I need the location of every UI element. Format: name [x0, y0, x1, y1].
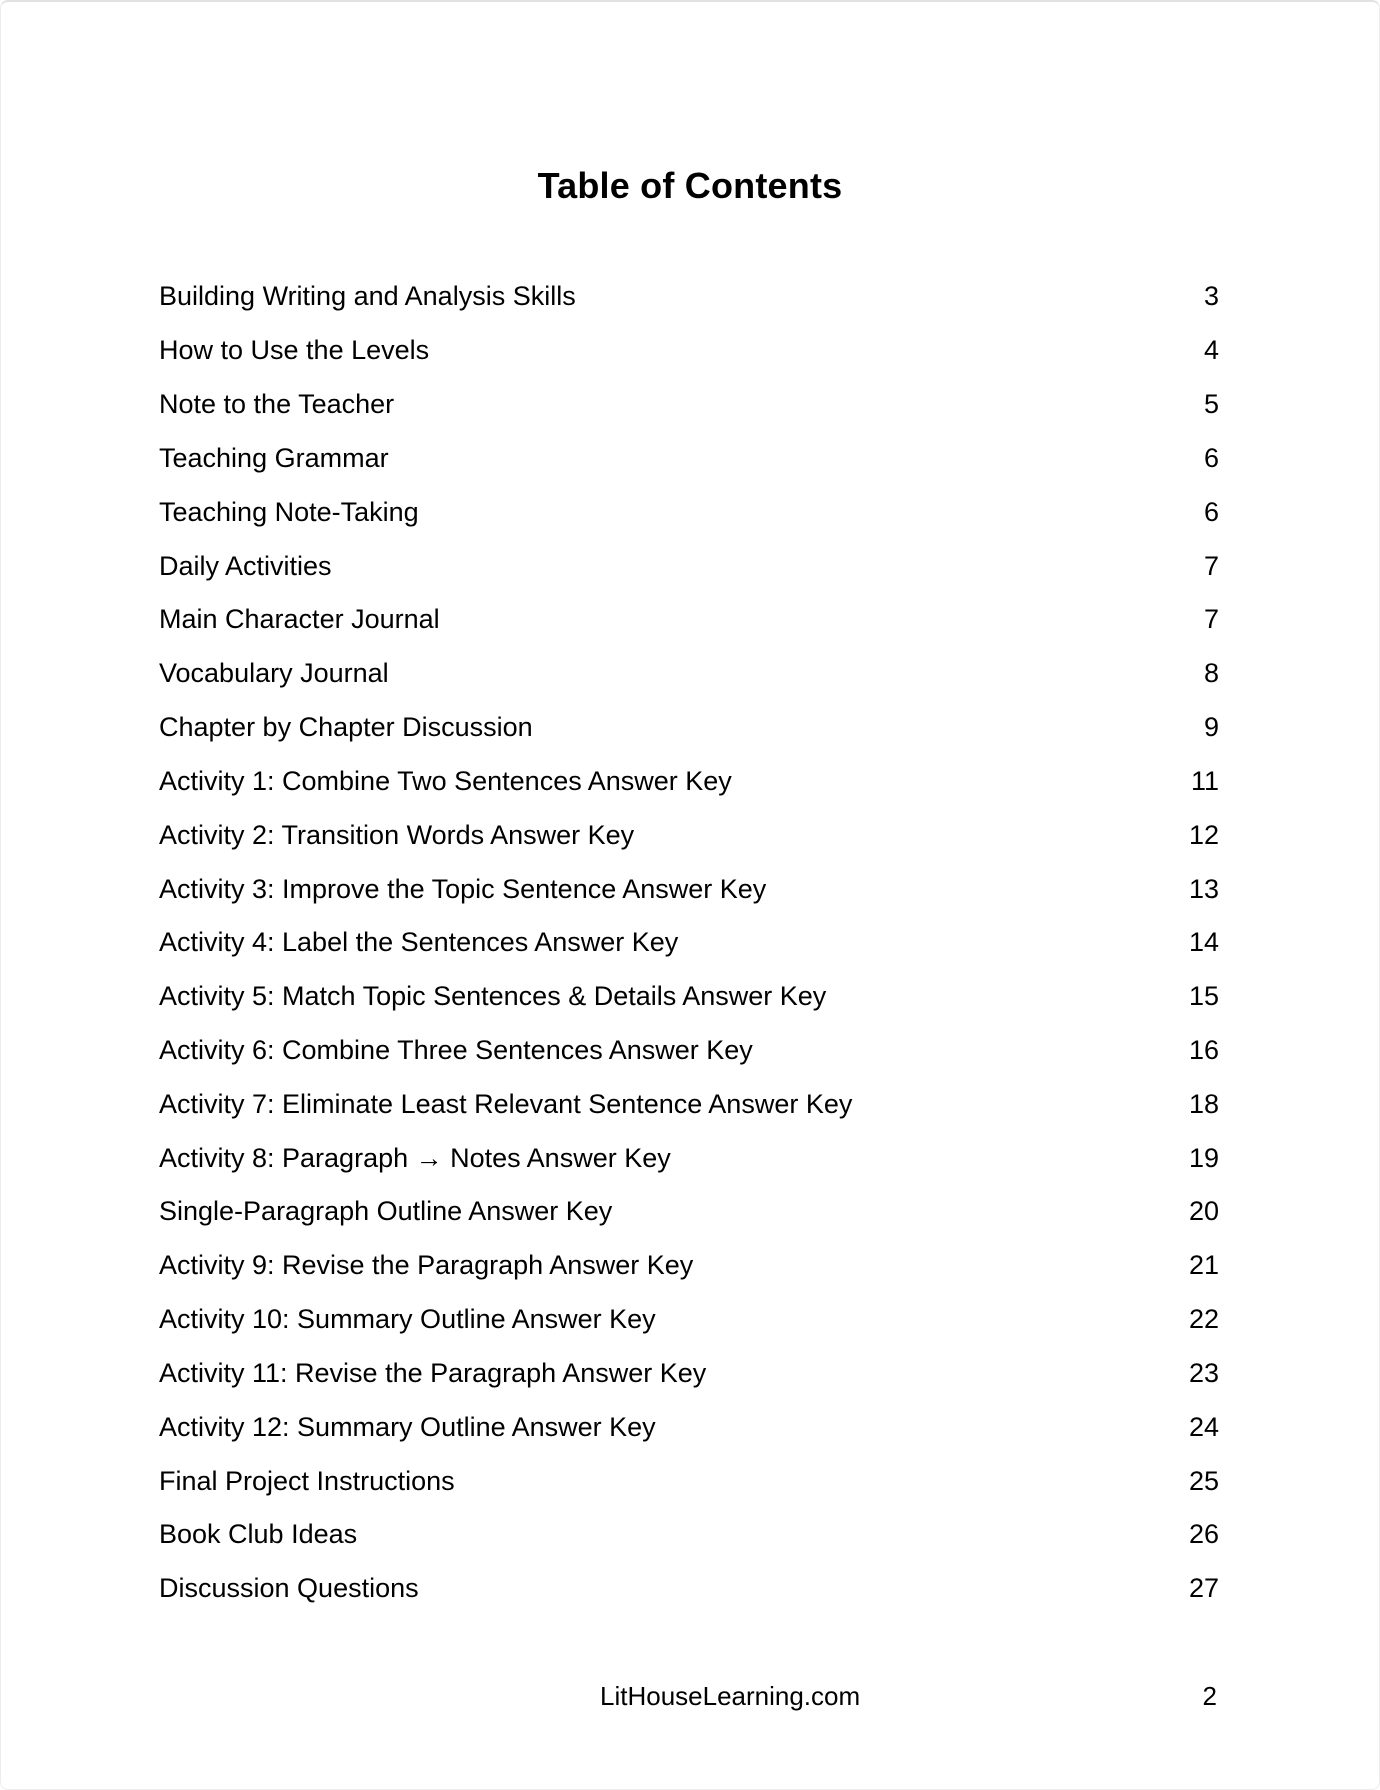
- toc-entry-row: [159, 701, 1219, 755]
- toc-entry-page-number: 27: [1188, 1573, 1219, 1604]
- toc-entry-page-number: 19: [1188, 1142, 1219, 1173]
- toc-entry-page-number: 8: [1203, 658, 1219, 689]
- toc-entry-page-number: 23: [1188, 1357, 1219, 1388]
- toc-entry-page-number: 21: [1188, 1250, 1219, 1281]
- toc-entry-label: Activity 7: Eliminate Least Relevant Sentence Answer Key: [159, 1088, 853, 1119]
- toc-entry-row: [159, 754, 1219, 808]
- toc-entry-label: Daily Activities: [159, 550, 332, 581]
- toc-entry-label: Activity 10: Summary Outline Answer Key: [159, 1304, 656, 1335]
- toc-entry-row: [159, 485, 1219, 539]
- toc-entry-label: Activity 12: Summary Outline Answer Key: [159, 1411, 656, 1442]
- toc-entry-row: [159, 1077, 1219, 1131]
- toc-entry-row: [159, 324, 1219, 378]
- toc-entry-label: Activity 2: Transition Words Answer Key: [159, 819, 635, 850]
- page-title: Table of Contents: [537, 165, 843, 206]
- toc-entry-row: [159, 1239, 1219, 1293]
- toc-entry-label: Activity 8: Paragraph → Notes Answer Key: [159, 1142, 671, 1173]
- toc-entry-page-number: 22: [1188, 1304, 1219, 1335]
- toc-entry-page-number: 15: [1188, 981, 1219, 1012]
- toc-entry-page-number: 9: [1203, 712, 1219, 743]
- toc-entry-page-number: 3: [1203, 281, 1219, 312]
- toc-entry-row: [159, 916, 1219, 970]
- toc-entry-page-number: 5: [1203, 389, 1219, 420]
- toc-entry-label: Teaching Grammar: [159, 442, 389, 473]
- toc-entry-label: Building Writing and Analysis Skills: [159, 281, 576, 312]
- toc-entry-row: [159, 593, 1219, 647]
- toc-entry-page-number: 7: [1203, 550, 1219, 581]
- toc-entry-page-number: 6: [1203, 442, 1219, 473]
- toc-entry-page-number: 26: [1188, 1519, 1219, 1550]
- toc-entry-label: How to Use the Levels: [159, 335, 430, 366]
- toc-entry-label: Teaching Note-Taking: [159, 496, 419, 527]
- toc-entry-label: Activity 4: Label the Sentences Answer Key: [159, 927, 679, 958]
- toc-entry-label: Final Project Instructions: [159, 1465, 455, 1496]
- footer-site-text: LitHouseLearning.com: [600, 1681, 861, 1711]
- toc-entry-row: [159, 378, 1219, 432]
- toc-entry-row: [159, 1024, 1219, 1078]
- toc-entry-page-number: 16: [1188, 1035, 1219, 1065]
- toc-entry-page-number: 25: [1188, 1465, 1219, 1496]
- toc-entry-page-number: 18: [1188, 1088, 1219, 1119]
- toc-entry-row: [159, 1454, 1219, 1508]
- toc-entry-label: Activity 11: Revise the Paragraph Answer Key: [159, 1357, 707, 1388]
- footer-page-number: 2: [1202, 1681, 1217, 1711]
- toc-entry-row: [159, 808, 1219, 862]
- toc-entry-label: Activity 9: Revise the Paragraph Answer Key: [159, 1250, 694, 1281]
- toc-entry-label: Activity 1: Combine Two Sentences Answer Key: [159, 765, 732, 796]
- toc-entry-row: [159, 862, 1219, 916]
- toc-entry-label: Activity 3: Improve the Topic Sentence Answer Key: [159, 873, 767, 904]
- toc-entry-row: [159, 1347, 1219, 1401]
- toc-entry-label: Note to the Teacher: [159, 389, 395, 420]
- toc-entry-row: [159, 1185, 1219, 1239]
- toc-entry-page-number: 13: [1188, 873, 1219, 904]
- toc-entry-page-number: 14: [1188, 927, 1219, 958]
- toc-entry-page-number: 4: [1203, 335, 1219, 366]
- toc-entry-page-number: 24: [1188, 1411, 1219, 1442]
- toc-list: [159, 270, 1219, 1616]
- toc-entry-page-number: 12: [1188, 819, 1219, 850]
- toc-entry-label: Chapter by Chapter Discussion: [159, 712, 533, 743]
- toc-entry-label: Discussion Questions: [159, 1573, 419, 1604]
- toc-entry-row: [159, 431, 1219, 485]
- toc-entry-label: Vocabulary Journal: [159, 658, 389, 689]
- toc-entry-page-number: 11: [1190, 765, 1219, 796]
- toc-entry-row: [159, 539, 1219, 593]
- toc-entry-row: [159, 1562, 1219, 1616]
- toc-entry-row: [159, 1131, 1219, 1185]
- toc-entry-row: [159, 1508, 1219, 1562]
- toc-entry-label: Book Club Ideas: [159, 1519, 358, 1550]
- toc-entry-row: [159, 270, 1219, 324]
- toc-entry-label: Main Character Journal: [159, 604, 440, 635]
- toc-entry-label: Activity 5: Match Topic Sentences & Details Answer Key: [159, 981, 827, 1012]
- toc-entry-page-number: 20: [1188, 1196, 1219, 1227]
- toc-entry-page-number: 6: [1203, 496, 1219, 527]
- toc-entry-label: Single-Paragraph Outline Answer Key: [159, 1196, 613, 1227]
- toc-entry-page-number: 7: [1203, 604, 1219, 635]
- toc-entry-row: [159, 1400, 1219, 1454]
- toc-entry-row: [159, 970, 1219, 1024]
- toc-entry-label: Activity 6: Combine Three Sentences Answer Key: [159, 1035, 753, 1065]
- toc-entry-row: [159, 1293, 1219, 1347]
- toc-entry-row: [159, 647, 1219, 701]
